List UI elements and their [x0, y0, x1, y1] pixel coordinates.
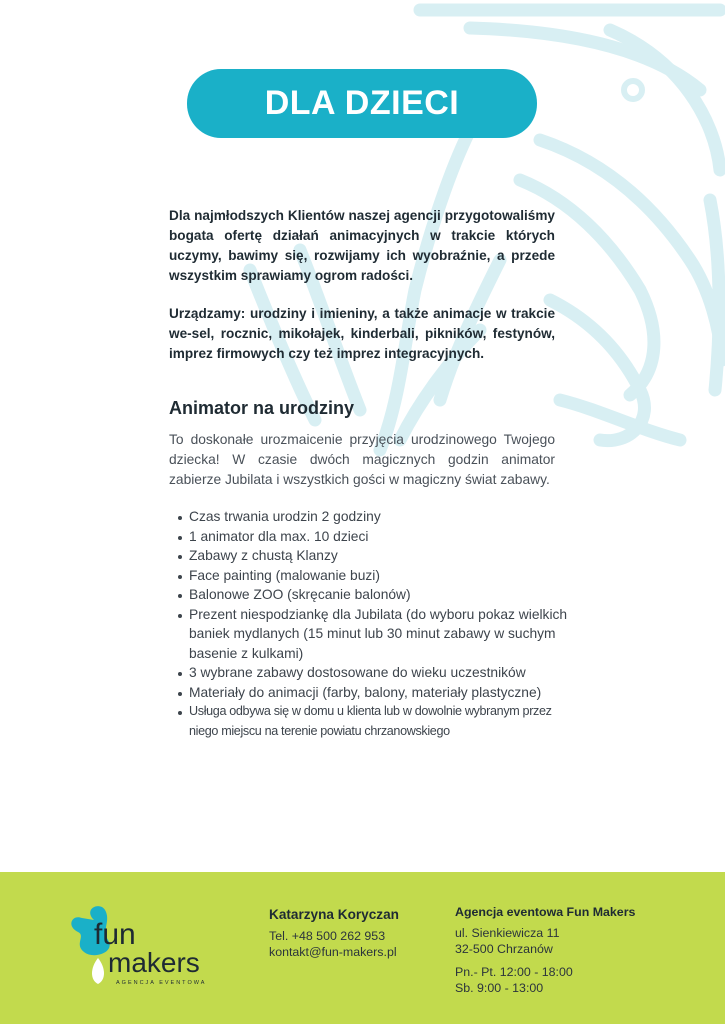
agency-block [455, 905, 635, 996]
list-item: Zabawy z chustą Klanzy [178, 546, 568, 566]
page-title-banner [187, 69, 537, 138]
contact-phone: Tel. +48 500 262 953 [269, 929, 386, 943]
logo-word-makers: makers [108, 947, 200, 978]
fun-makers-logo [64, 900, 214, 1000]
intro-paragraph: Dla najmłodszych Klientów naszej agencji przygotowaliśmy bogata ofertę działań animacyjnych w trakcie których uczymy, bawimy się, rozwijamy ich wyobraźnie, a przede wszystkim sprawiamy ogrom radości. [169, 208, 555, 283]
list-item: Prezent niespodziankę dla Jubilata (do wyboru pokaz wielkich baniek mydlanych (15 minut lub 30 minut zabawy w suchym basenie z kulkami) [178, 605, 568, 664]
contact-name: Katarzyna Koryczan [269, 907, 399, 922]
section-description: To doskonałe urozmaicenie przyjęcia urodzinowego Twojego dziecka! W czasie dwóch magicznych godzin animator zabierze Jubilata i wszystkich gości w magiczny świat zabawy. [169, 432, 555, 487]
list-item: Balonowe ZOO (skręcanie balonów) [178, 585, 568, 605]
intro-paragraph: Urządzamy: urodziny i imieniny, a także animacje w trakcie we-sel, rocznic, mikołajek, kinderbali, pikników, festynów, imprez firmowych czy też imprez integracyjnych. [169, 306, 555, 361]
list-item: 1 animator dla max. 10 dzieci [178, 527, 568, 547]
page-title: DLA DZIECI [264, 84, 460, 122]
section-heading: Animator na urodziny [169, 398, 355, 418]
contact-email: kontakt@fun-makers.pl [269, 945, 397, 959]
agency-name: Agencja eventowa Fun Makers [455, 905, 636, 919]
list-item: Face painting (malowanie buzi) [178, 566, 568, 586]
logo-drop-icon [92, 958, 104, 984]
logo-tagline: AGENCJA EVENTOWA [116, 980, 207, 986]
list-item: 3 wybrane zabawy dostosowane do wieku uczestników [178, 663, 568, 683]
footer [0, 872, 725, 1024]
logo-word-fun: fun [94, 918, 136, 951]
contact-block [269, 907, 399, 960]
agency-hours-saturday: Sb. 9:00 - 13:00 [455, 981, 544, 995]
agency-city: 32-500 Chrzanów [455, 942, 553, 956]
list-item: Czas trwania urodzin 2 godziny [178, 507, 568, 527]
agency-street: ul. Sienkiewicza 11 [455, 926, 560, 940]
agency-hours-weekdays: Pn.- Pt. 12:00 - 18:00 [455, 965, 573, 979]
list-item: Materiały do animacji (farby, balony, materiały plastyczne) [178, 683, 568, 703]
feature-list [178, 507, 568, 741]
list-item: Usługa odbywa się w domu u klienta lub w dowolnie wybranym przez niego miejscu na terenie powiatu chrzanowskiego [178, 702, 568, 741]
intro-block [169, 206, 555, 382]
